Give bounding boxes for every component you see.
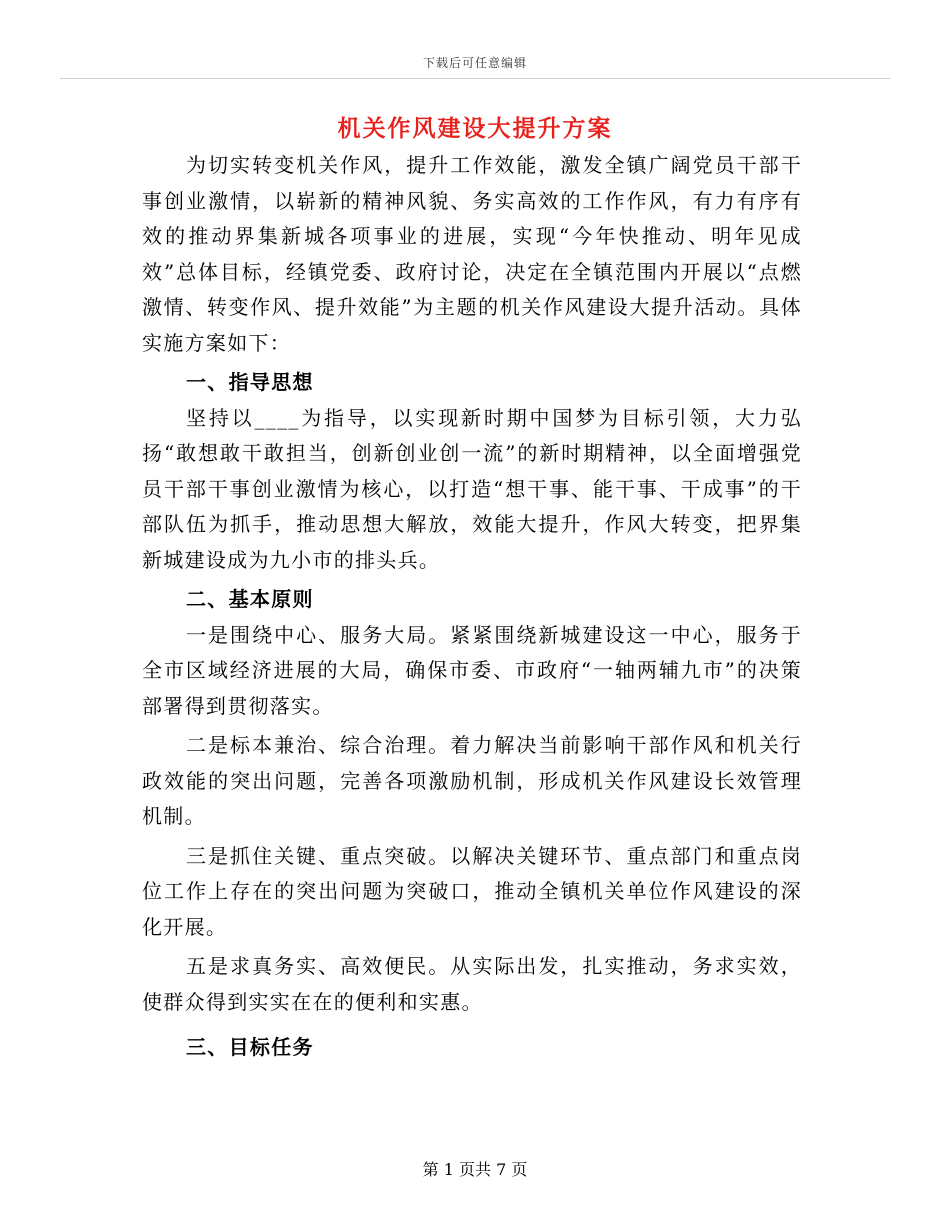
section-heading-goals-tasks: 三、目标任务 — [186, 1035, 314, 1059]
section-heading-basic-principles: 二、基本原则 — [186, 587, 314, 611]
intro-paragraph: 为切实转变机关作风，提升工作效能，激发全镇广阔党员干部干事创业激情，以崭新的精神风貌、务实高效的工作作风，有力有序有效的推动界集新城各项事业的进展，实现“今年快推动、明年见成效”总体目标，经镇党委、政府讨论，决定在全镇范围内开展以“点燃激情、转变作风、提升效能”为主题的机关作风建设大提升活动。具体实施方案如下： — [142, 153, 802, 355]
document-title: 机关作风建设大提升方案 — [337, 115, 613, 142]
paragraph-principle-5: 五是求真务实、高效便民。从实际出发，扎实推动，务求实效，使群众得到实实在在的便利和实惠。 — [142, 954, 802, 1014]
paragraph-principle-1: 一是围绕中心、服务大局。紧紧围绕新城建设这一中心，服务于全市区域经济进展的大局，确保市委、市政府“一轴两辅九市”的决策部署得到贯彻落实。 — [142, 622, 802, 718]
paragraph-guiding-ideology: 坚持以____为指导，以实现新时期中国梦为目标引领，大力弘扬“敢想敢干敢担当，创新创业创一流”的新时期精神，以全面增强党员干部干事创业激情为核心，以打造“想干事、能干事、干成事”的干部队伍为抓手，推动思想大解放，效能大提升，作风大转变，把界集新城建设成为九小市的排头兵。 — [142, 405, 802, 572]
header-note: 下载后可任意编辑 — [422, 56, 527, 70]
paragraph-principle-2: 二是标本兼治、综合治理。着力解决当前影响干部作风和机关行政效能的突出问题，完善各项激励机制，形成机关作风建设长效管理机制。 — [142, 733, 802, 828]
section-heading-guiding-ideology: 一、指导思想 — [186, 370, 314, 394]
document-body — [142, 148, 802, 1066]
paragraph-principle-3: 三是抓住关键、重点突破。以解决关键环节、重点部门和重点岗位工作上存在的突出问题为突破口，推动全镇机关单位作风建设的深化开展。 — [142, 843, 802, 939]
header-divider — [60, 78, 890, 79]
page-footer: 第 1 页共 7 页 — [422, 1160, 528, 1179]
